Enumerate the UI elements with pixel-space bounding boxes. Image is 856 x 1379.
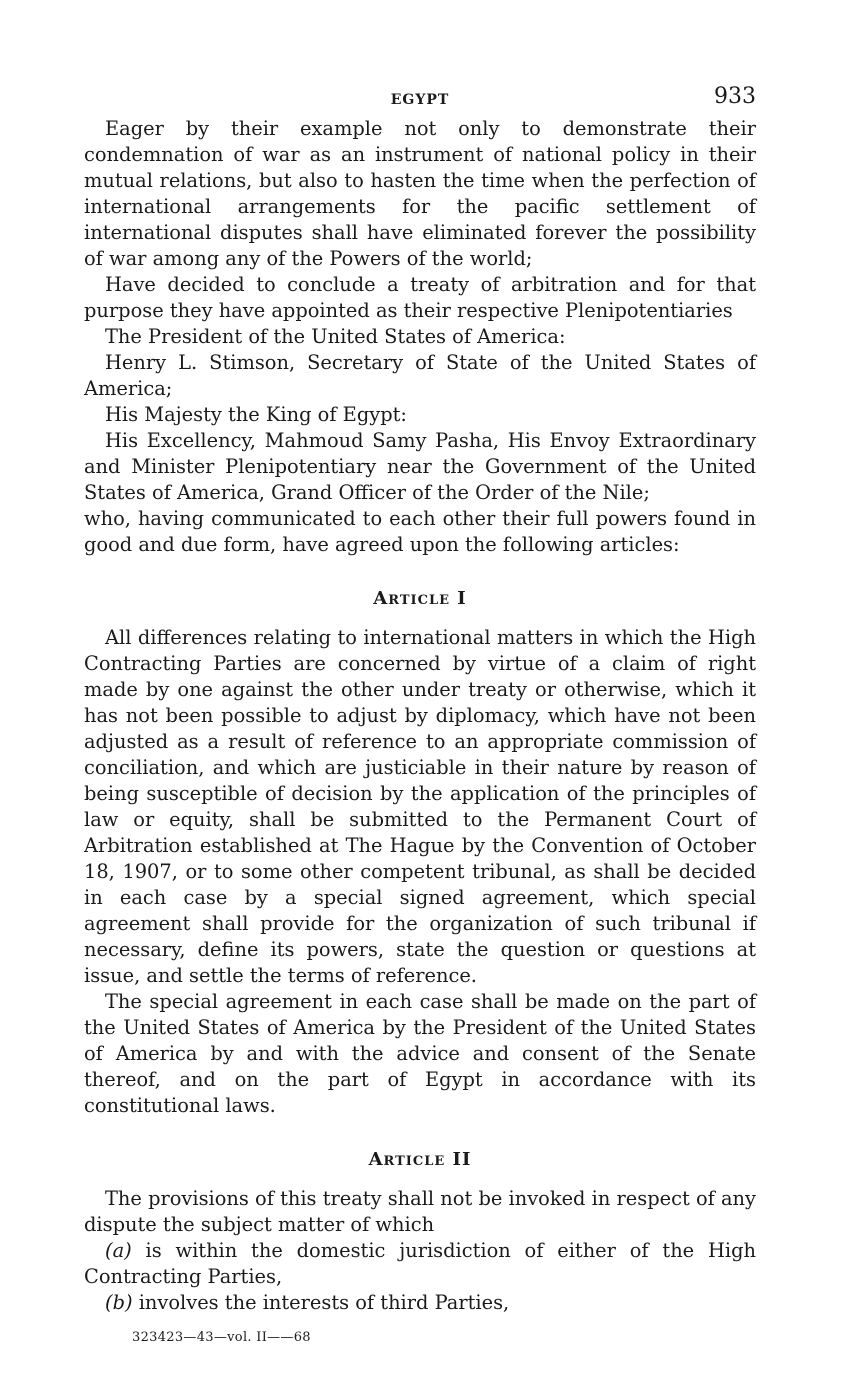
item-letter: (b) (105, 1291, 133, 1314)
plenipotentiary-name: His Excellency, Mahmoud Samy Pasha, His Envoy Extraordinary and Minister Plenipotentiary near the Government of the United States of America, Grand Officer of the Order of the Nile; (84, 429, 756, 504)
running-head (84, 84, 756, 116)
plenipotentiary-party: The President of the United States of America: (105, 325, 566, 348)
item-text: involves the interests of third Parties, (138, 1291, 510, 1314)
article-2-body (84, 1186, 756, 1316)
article-paragraph: The special agreement in each case shall be made on the part of the United States of America by the President of the United States of America by and with the advice and consent of the Senate thereof, and on the part of Egypt in accordance with its constitutional laws. (84, 990, 756, 1117)
plenipotentiary-name: Henry L. Stimson, Secretary of State of the United States of America; (84, 351, 756, 400)
preamble (84, 116, 756, 558)
article-heading: Article II (368, 1149, 472, 1170)
running-title: EGYPT (390, 92, 450, 108)
plenipotentiary-party: His Majesty the King of Egypt: (105, 403, 407, 426)
item-letter: (a) (105, 1239, 132, 1262)
page-number: 933 (714, 84, 756, 109)
item-text: is within the domestic jurisdiction of either of the High Contracting Parties, (84, 1239, 756, 1288)
article-heading: Article I (373, 588, 467, 609)
list-item (84, 1238, 756, 1290)
print-code: 323423—43—vol. II——68 (132, 1330, 311, 1345)
article-paragraph: The provisions of this treaty shall not be invoked in respect of any dispute the subject matter of which (84, 1187, 756, 1236)
document-page (84, 84, 756, 1345)
article-1-body (84, 625, 756, 1119)
article-paragraph: All differences relating to international matters in which the High Contracting Parties are concerned by virtue of a claim of right made by one against the other under treaty or otherwise, which it has not been possible to adjust by diplomacy, which have not been adjusted as a result of reference to an appropriate commission of conciliation, and which are justiciable in their nature by reason of being susceptible of decision by the application of the principles of law or equity, shall be submitted to the Permanent Court of Arbitration established at The Hague by the Convention of October 18, 1907, or to some other competent tribunal, as shall be decided in each case by a special signed agreement, which special agreement shall provide for the organization of such tribunal if necessary, define its powers, state the question or questions at issue, and settle the terms of reference. (84, 626, 756, 987)
list-item (84, 1290, 756, 1316)
preamble-paragraph: Eager by their example not only to demonstrate their condemnation of war as an instrument of national policy in their mutual relations, but also to hasten the time when the perfection of international arrangements for the pacific settlement of international disputes shall have eliminated forever the possibility of war among any of the Powers of the world; (84, 117, 756, 270)
preamble-paragraph: Have decided to conclude a treaty of arbitration and for that purpose they have appointed as their respective Plenipotentiaries (84, 273, 756, 322)
preamble-paragraph: who, having communicated to each other their full powers found in good and due form, have agreed upon the following articles: (84, 507, 756, 556)
